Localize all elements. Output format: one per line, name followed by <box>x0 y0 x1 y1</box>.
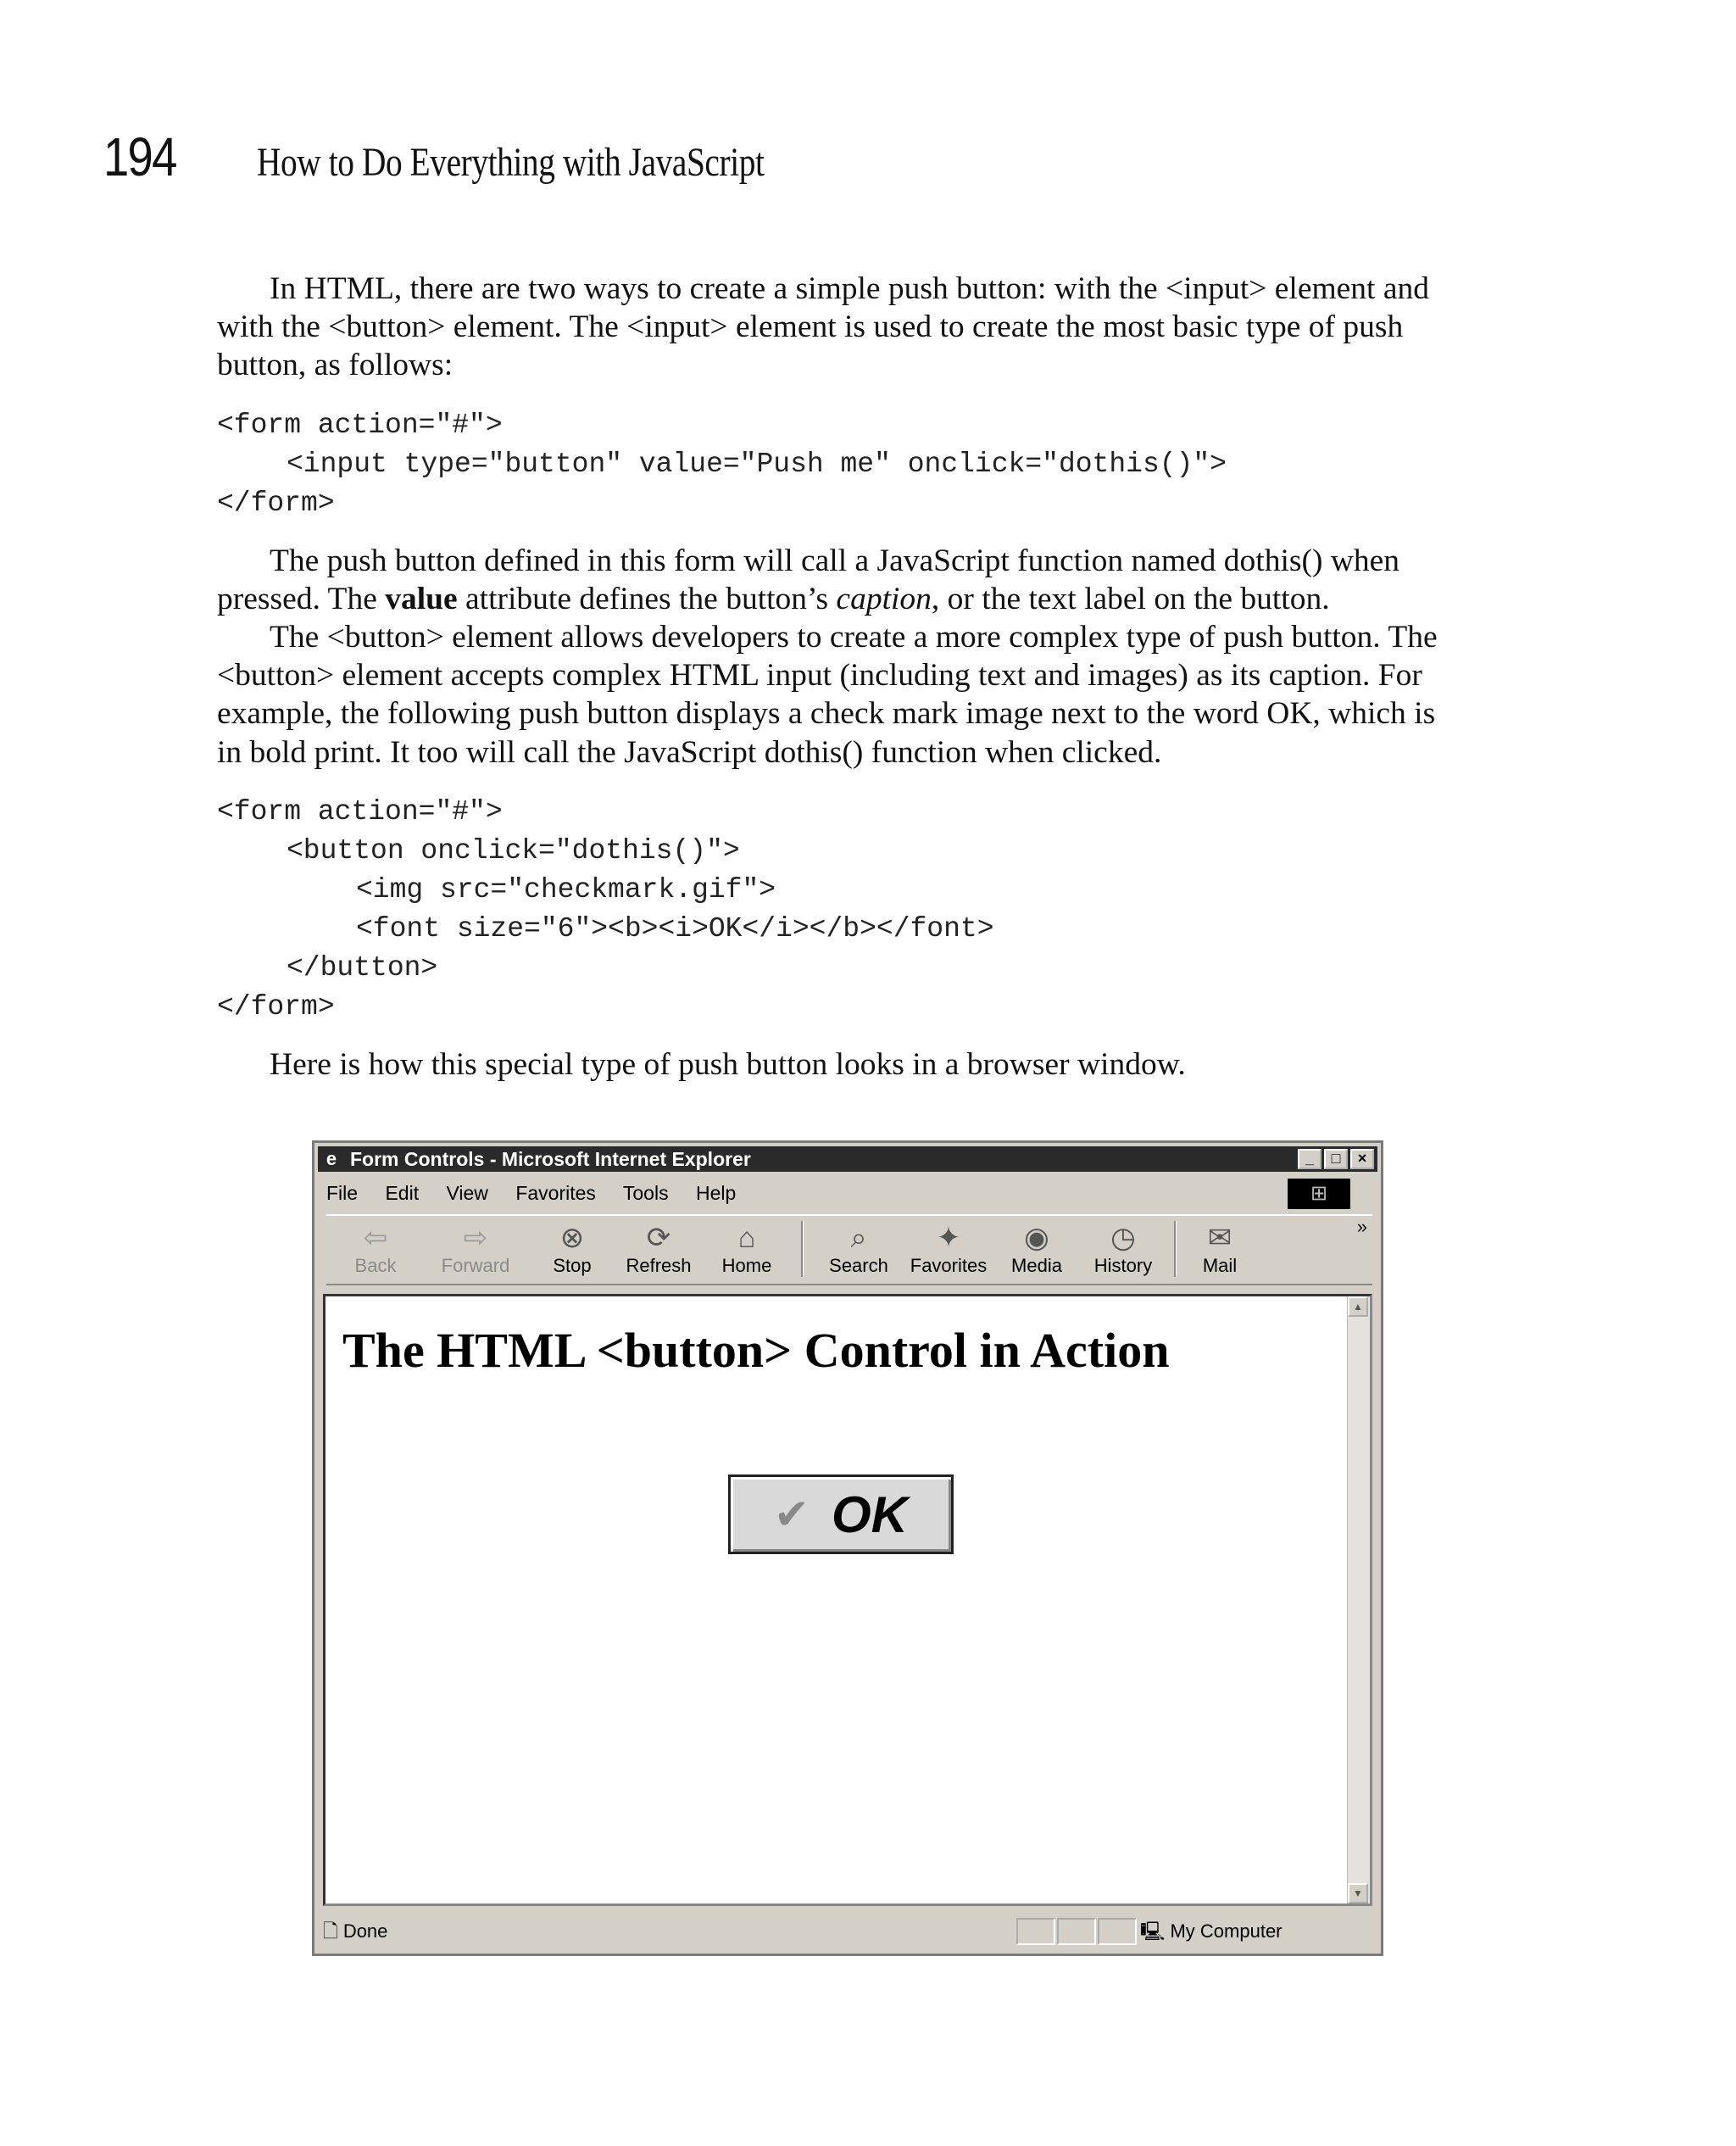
toolbar-separator <box>801 1221 804 1277</box>
menu-file[interactable]: File <box>326 1182 359 1204</box>
maximize-icon[interactable]: □ <box>1324 1149 1348 1169</box>
history-button[interactable]: ◷ History <box>1082 1221 1164 1280</box>
code-line: <font size="6"><b><i>OK</i></b></font> <box>356 912 994 945</box>
checkmark-icon: ✔ <box>774 1491 810 1538</box>
bold-term: value <box>385 581 458 616</box>
status-cell <box>1057 1918 1096 1945</box>
status-cell <box>1098 1918 1137 1945</box>
media-icon: ◉ <box>1024 1222 1049 1254</box>
code-line: <form action="#"> <box>217 795 503 828</box>
refresh-icon: ⟳ <box>646 1222 671 1254</box>
favorites-button[interactable]: ✦ Favorites <box>908 1221 989 1280</box>
code-line: <button onclick="dothis()"> <box>287 834 740 867</box>
running-head: How to Do Everything with JavaScript <box>257 140 765 185</box>
mail-icon: ✉ <box>1207 1222 1232 1254</box>
menu-help[interactable]: Help <box>695 1182 737 1204</box>
windows-logo-icon: ⊞ <box>1288 1179 1350 1209</box>
code-line: </button> <box>287 951 438 984</box>
mail-button[interactable]: ✉ Mail <box>1179 1221 1260 1280</box>
status-zone: 🖳 My Computer <box>1140 1920 1283 1942</box>
menu-bar <box>326 1177 1372 1209</box>
paragraph-1: In HTML, there are two ways to create a simple push button: with the <input> element and with the <button> element. The <input> element is used to create the most basic type of push button, as follows: <box>217 271 1429 383</box>
history-icon: ◷ <box>1110 1222 1136 1254</box>
code-line: </form> <box>217 487 335 519</box>
ie-logo-icon: e <box>326 1148 337 1169</box>
ok-button[interactable] <box>728 1474 954 1554</box>
menu-edit[interactable]: Edit <box>385 1182 420 1204</box>
italic-term: caption <box>836 581 932 616</box>
paragraph-2: The push button defined in this form will call a JavaScript function named dothis() when pressed. The value attribute defines the button’s caption, or the text label on the button. <box>217 543 1400 616</box>
scroll-up-icon[interactable]: ▲ <box>1348 1296 1368 1317</box>
code-line: <input type="button" value="Push me" onclick="dothis()"> <box>287 448 1227 480</box>
page-heading: The HTML <button> Control in Action <box>342 1323 1170 1378</box>
code-block-1 <box>217 406 1463 523</box>
chevron-right-icon[interactable]: » <box>1356 1216 1367 1237</box>
menu-view[interactable]: View <box>446 1182 488 1204</box>
minimize-icon[interactable]: _ <box>1298 1149 1321 1169</box>
stop-icon: ⊗ <box>559 1222 585 1254</box>
scroll-down-icon[interactable]: ▼ <box>1348 1883 1368 1904</box>
code-line: </form> <box>217 990 335 1023</box>
search-icon: ⌕ <box>850 1222 867 1254</box>
status-done: 🗋 Done <box>323 1920 388 1942</box>
page-content <box>323 1294 1372 1906</box>
paragraph-4: Here is how this special type of push button looks in a browser window. <box>270 1046 1186 1082</box>
code-line: <form action="#"> <box>217 409 503 441</box>
forward-arrow-icon: ⇨ <box>463 1222 488 1254</box>
paragraph-3: The <button> element allows developers to create a more complex type of push button. The <button> element accepts complex HTML input (including text and images) as its caption. For example, the following push button displays a check mark image next to the word OK, which is in bold print. It too will call the JavaScript dothis() function when clicked. <box>217 620 1438 770</box>
title-bar[interactable] <box>318 1146 1377 1172</box>
status-cell <box>1016 1918 1055 1945</box>
code-line: <img src="checkmark.gif"> <box>356 873 776 906</box>
home-icon: ⌂ <box>737 1222 756 1254</box>
back-button[interactable]: ⇦ Back <box>335 1221 416 1280</box>
code-block-2 <box>217 793 1463 1027</box>
browser-window <box>312 1140 1383 1956</box>
search-button[interactable]: ⌕ Search <box>818 1221 899 1280</box>
body-text <box>217 270 1463 1084</box>
page-number: 194 <box>103 126 176 187</box>
favorites-icon: ✦ <box>936 1222 961 1254</box>
ok-button-label: OK <box>831 1485 908 1543</box>
toolbar <box>326 1214 1372 1285</box>
status-bar <box>318 1913 1377 1950</box>
refresh-button[interactable]: ⟳ Refresh <box>618 1221 699 1280</box>
back-arrow-icon: ⇦ <box>363 1222 388 1254</box>
home-button[interactable]: ⌂ Home <box>706 1221 787 1280</box>
toolbar-separator <box>1174 1221 1177 1277</box>
page-icon: 🗋 <box>323 1920 343 1942</box>
menu-tools[interactable]: Tools <box>622 1182 669 1204</box>
close-icon[interactable]: × <box>1350 1149 1374 1169</box>
stop-button[interactable]: ⊗ Stop <box>531 1221 613 1280</box>
forward-button[interactable]: ⇨ Forward <box>435 1221 516 1280</box>
vertical-scrollbar[interactable] <box>1347 1296 1370 1904</box>
menu-favorites[interactable]: Favorites <box>515 1182 596 1204</box>
window-title: Form Controls - Microsoft Internet Explorer <box>350 1148 751 1170</box>
computer-icon: 🖳 <box>1140 1920 1171 1942</box>
media-button[interactable]: ◉ Media <box>996 1221 1077 1280</box>
